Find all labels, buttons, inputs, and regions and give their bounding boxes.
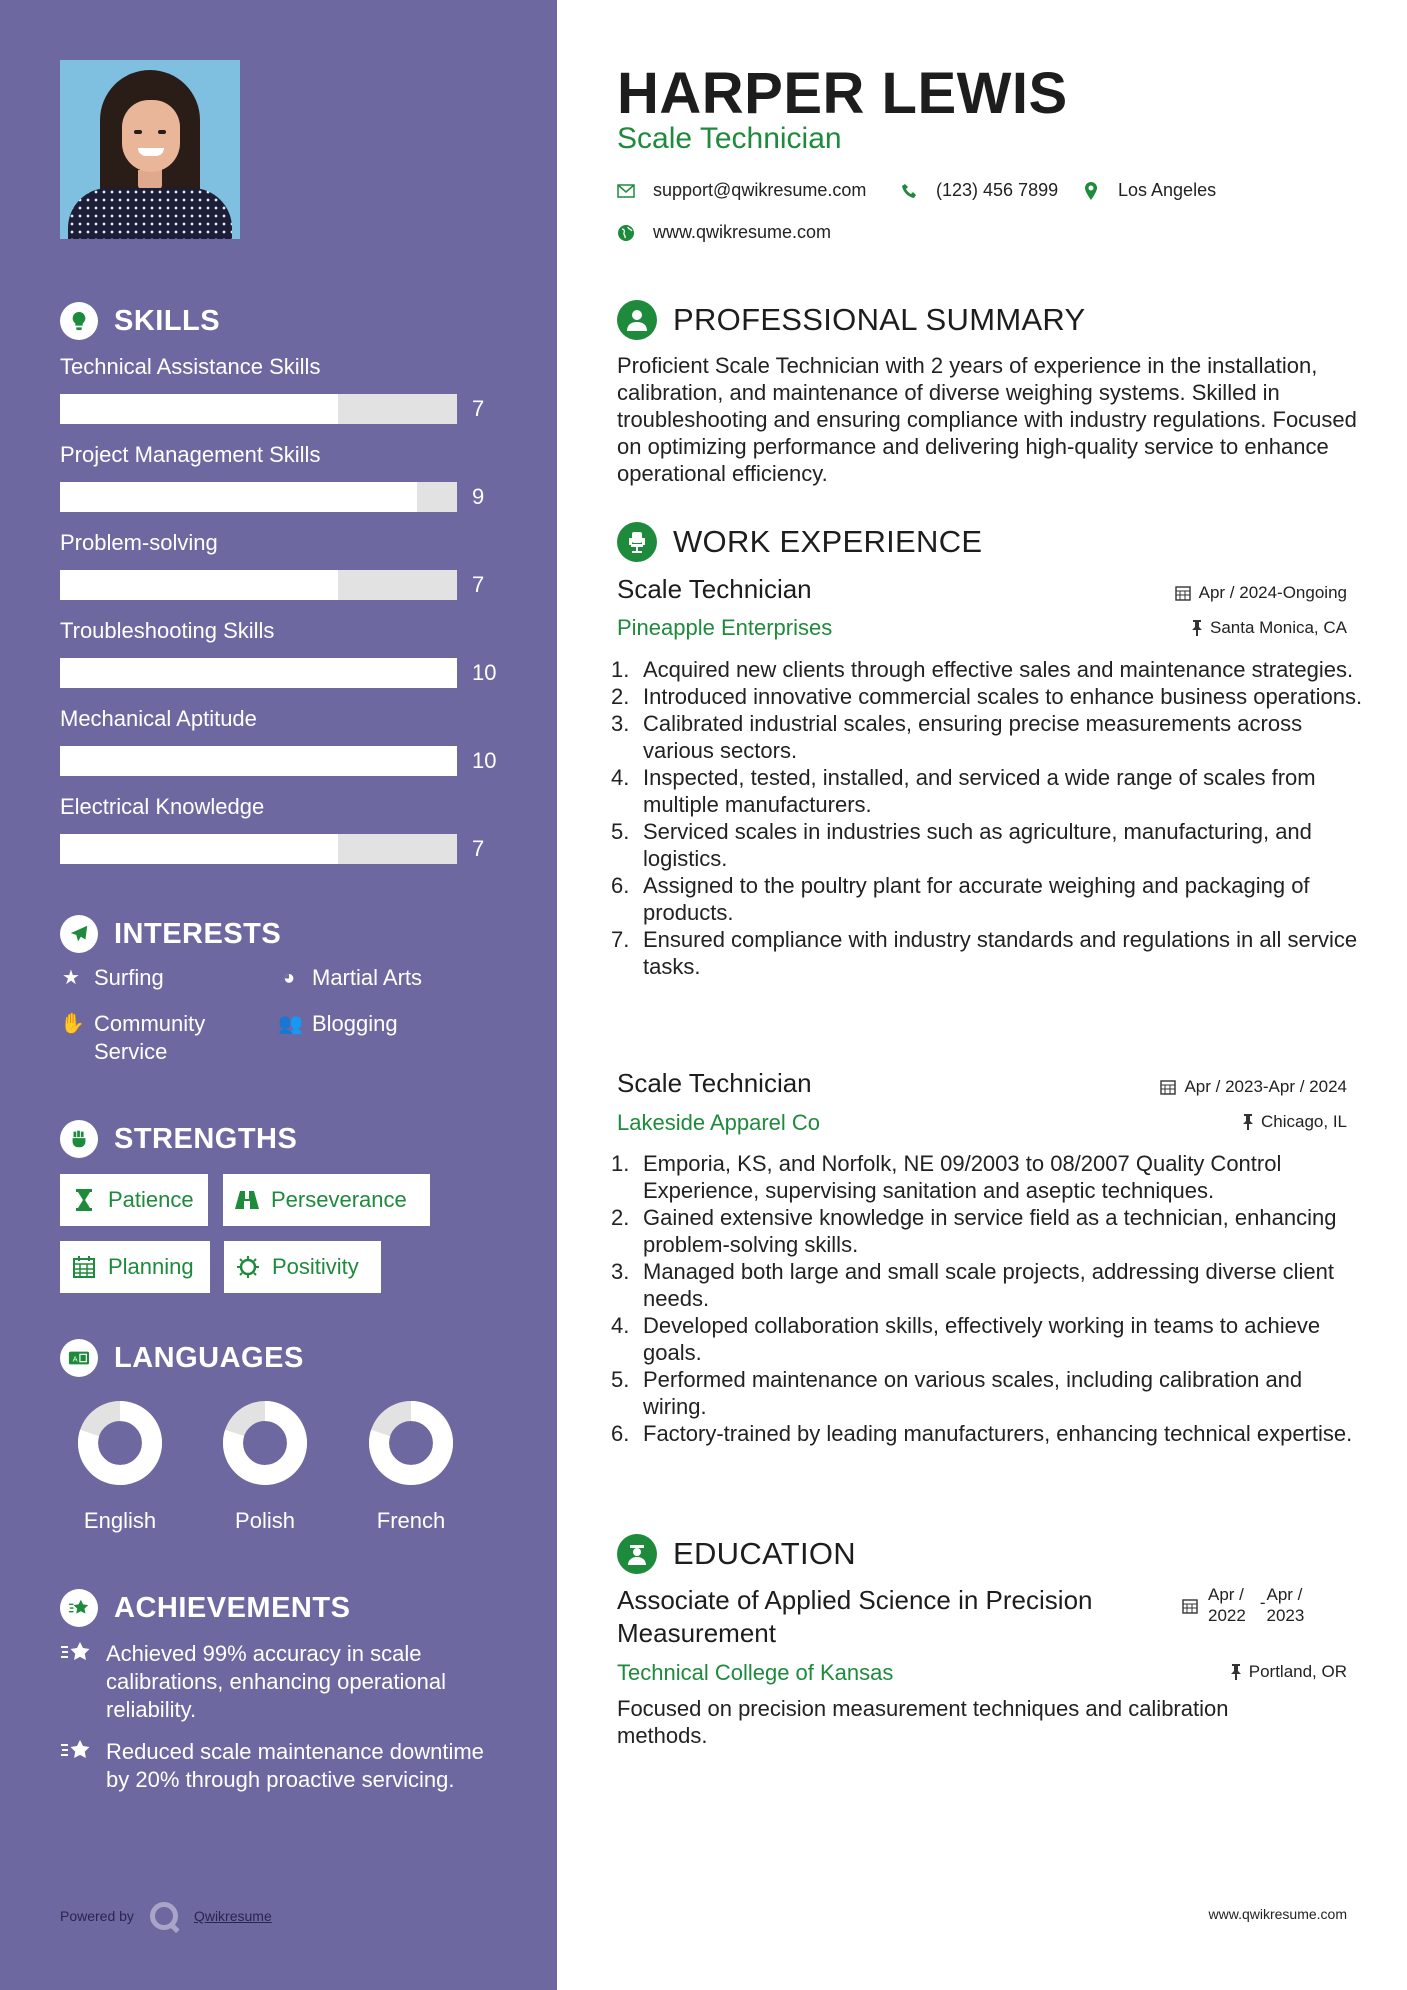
contact-email[interactable]: support@qwikresume.com (617, 180, 866, 201)
binoculars-icon (235, 1191, 259, 1209)
skill-value: 7 (472, 836, 485, 861)
translate-icon (60, 1339, 98, 1377)
skill-value: 9 (472, 484, 485, 509)
achievements-heading: ACHIEVEMENTS (60, 1589, 350, 1627)
qwikresume-link[interactable]: Qwikresume (193, 1908, 272, 1924)
language-item: Polish (205, 1400, 325, 1534)
job-location: Santa Monica, CA (1192, 618, 1347, 638)
skill-label: Project Management Skills (60, 442, 321, 467)
user-icon (617, 300, 657, 340)
skill-bar (60, 834, 457, 864)
calendar-icon (72, 1256, 96, 1278)
duty-item: Inspected, tested, installed, and serviced a wide range of scales from multiple manufacturers. (643, 765, 1316, 817)
svg-text:A: A (72, 1354, 78, 1364)
duty-item: Ensured compliance with industry standards and regulations in all service tasks. (643, 927, 1358, 979)
duty-item: Performed maintenance on various scales, including calibration and wiring. (643, 1367, 1303, 1419)
duty-item: Assigned to the poultry plant for accurate weighing and packaging of products. (643, 873, 1310, 925)
summary-heading: PROFESSIONAL SUMMARY (617, 300, 1086, 340)
hourglass-icon (72, 1189, 96, 1211)
strength-tag: Patience (60, 1174, 208, 1226)
profile-photo (60, 60, 240, 239)
school-location: Portland, OR (1231, 1662, 1347, 1682)
skill-item (60, 528, 520, 597)
degree-title: Associate of Applied Science in Precision Measurement (617, 1585, 1093, 1648)
skill-label: Electrical Knowledge (60, 794, 265, 819)
achievement-star-icon (60, 1738, 92, 1794)
paper-plane-icon (60, 915, 98, 953)
lightbulb-icon (60, 302, 98, 340)
skill-label: Mechanical Aptitude (60, 706, 257, 731)
skill-bar (60, 658, 457, 688)
strength-tag: Planning (60, 1241, 210, 1293)
skill-value: 7 (472, 396, 485, 421)
map-pin-icon (1082, 182, 1100, 200)
skill-bar (60, 482, 457, 512)
skill-item (60, 352, 520, 421)
strength-tag: Perseverance (223, 1174, 430, 1226)
skill-label: Troubleshooting Skills (60, 618, 275, 643)
users-icon: 👥 (278, 1013, 303, 1035)
interest-item: ★ Surfing (60, 964, 164, 992)
duty-item: Acquired new clients through effective sales and maintenance strategies. (643, 657, 1354, 682)
star-icon: ★ (62, 967, 80, 989)
achievement-item: Achieved 99% accuracy in scale calibrations, enhancing operational reliability. (60, 1640, 500, 1724)
sun-icon (236, 1256, 260, 1278)
contact-location: Los Angeles (1082, 180, 1216, 201)
job-title: Scale Technician (617, 1068, 812, 1098)
language-item: English (60, 1400, 180, 1534)
duty-item: Calibrated industrial scales, ensuring precise measurements across various sectors. (643, 711, 1303, 763)
education-description: Focused on precision measurement techniques and calibration methods. (617, 1696, 1229, 1748)
duty-item: Managed both large and small scale projects, addressing diverse client needs. (643, 1259, 1334, 1311)
language-item: French (351, 1400, 471, 1534)
language-donut (77, 1400, 163, 1486)
footer-url[interactable]: www.qwikresume.com (1208, 1906, 1347, 1922)
hand-icon: ✋ (60, 1013, 85, 1035)
language-donut (222, 1400, 308, 1486)
sidebar (0, 0, 557, 1990)
interests-heading: INTERESTS (60, 915, 281, 953)
chair-icon (617, 522, 657, 562)
qwikresume-logo-icon (150, 1902, 178, 1930)
strengths-heading: STRENGTHS (60, 1120, 297, 1158)
pushpin-icon (1192, 620, 1202, 636)
education-dates: Apr / 2022 - Apr / 2023 (1182, 1584, 1304, 1626)
job-title: Scale Technician (617, 574, 812, 604)
main-content (557, 0, 1407, 1990)
skill-bar (60, 394, 457, 424)
skill-bar (60, 746, 457, 776)
calendar-icon (1182, 1598, 1198, 1626)
calendar-icon (1160, 1079, 1176, 1095)
skill-item (60, 616, 520, 685)
education-heading: EDUCATION (617, 1534, 856, 1574)
achievement-item: Reduced scale maintenance downtime by 20% through proactive servicing. (60, 1738, 500, 1794)
envelope-icon (617, 184, 635, 198)
candidate-role: Scale Technician (617, 122, 842, 155)
phone-icon (900, 184, 918, 198)
job-location: Chicago, IL (1243, 1112, 1347, 1132)
achievement-star-icon (60, 1589, 98, 1627)
fist-icon (60, 1120, 98, 1158)
powered-by: Powered by Qwikresume (60, 1902, 272, 1930)
company-name: Pineapple Enterprises (617, 615, 833, 640)
interest-item: 👥 Blogging (278, 1011, 398, 1036)
contact-website[interactable]: www.qwikresume.com (617, 222, 831, 243)
globe-icon: ◕ (282, 967, 296, 989)
strength-tag: Positivity (224, 1241, 381, 1293)
skill-item (60, 792, 520, 861)
interest-item: ✋ Community Service (60, 1011, 206, 1064)
skill-value: 10 (472, 660, 497, 685)
pushpin-icon (1243, 1114, 1253, 1130)
job-dates: Apr / 2024-Ongoing (1175, 583, 1347, 603)
languages-heading: A LANGUAGES (60, 1339, 304, 1377)
skills-heading: SKILLS (60, 302, 220, 340)
skill-value: 10 (472, 748, 497, 773)
company-name: Lakeside Apparel Co (617, 1110, 821, 1135)
skill-item (60, 440, 520, 509)
duty-item: Introduced innovative commercial scales to enhance business operations. (643, 684, 1363, 709)
contact-phone[interactable]: (123) 456 7899 (900, 180, 1058, 201)
experience-heading: WORK EXPERIENCE (617, 522, 982, 562)
graduate-icon (617, 1534, 657, 1574)
calendar-icon (1175, 585, 1191, 601)
interest-item: ◕ Martial Arts (278, 964, 422, 992)
job-duties (617, 656, 1367, 980)
skill-item (60, 704, 520, 773)
skill-bar (60, 570, 457, 600)
duty-item: Factory-trained by leading manufacturers, enhancing technical expertise. (643, 1421, 1353, 1446)
pushpin-icon (1231, 1664, 1241, 1680)
summary-text: Proficient Scale Technician with 2 years of experience in the installation, calibration, and maintenance of diverse weighing systems. Skilled in troubleshooting and ensuring compliance with industry regulations. Focused on optimizing performance and delivering high-quality service to enhance operational efficiency. (617, 353, 1357, 486)
school-name: Technical College of Kansas (617, 1660, 894, 1685)
candidate-name: HARPER LEWIS (617, 61, 1068, 126)
achievement-star-icon (60, 1640, 92, 1724)
skill-label: Technical Assistance Skills (60, 354, 321, 379)
globe-icon (617, 225, 635, 241)
duty-item: Serviced scales in industries such as agriculture, manufacturing, and logistics. (643, 819, 1312, 871)
skill-label: Problem-solving (60, 530, 218, 555)
job-dates: Apr / 2023-Apr / 2024 (1160, 1077, 1347, 1097)
duty-item: Gained extensive knowledge in service field as a technician, enhancing problem-solving skills. (643, 1205, 1337, 1257)
language-donut (368, 1400, 454, 1486)
job-duties (617, 1150, 1367, 1447)
skill-value: 7 (472, 572, 485, 597)
duty-item: Emporia, KS, and Norfolk, NE 09/2003 to 08/2007 Quality Control Experience, supervising sanitation and aseptic techniques. (643, 1151, 1282, 1203)
duty-item: Developed collaboration skills, effectively working in teams to achieve goals. (643, 1313, 1321, 1365)
